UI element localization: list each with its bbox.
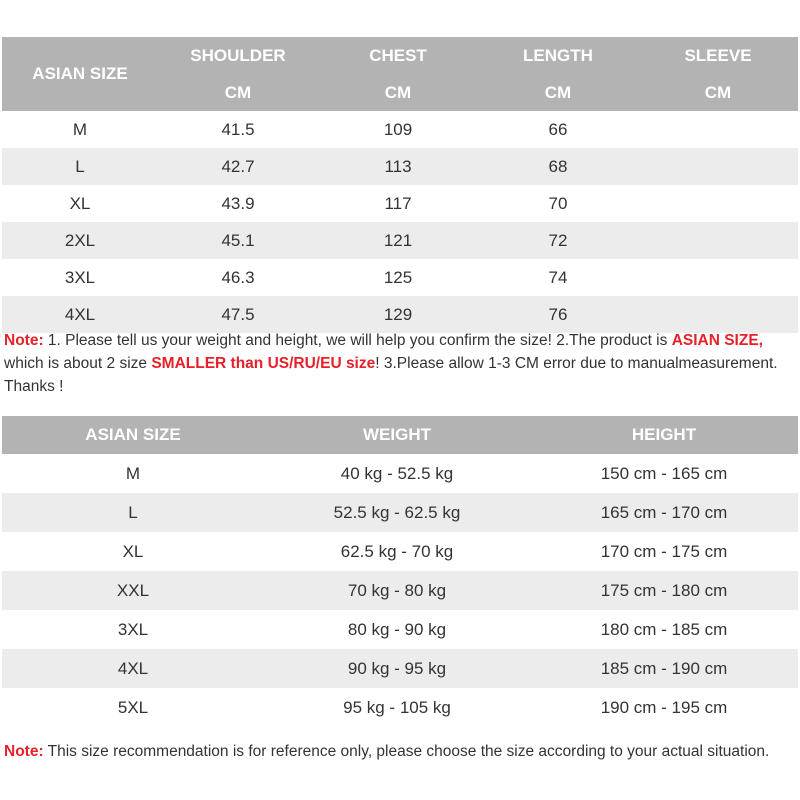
recommendation-note: [4, 740, 796, 763]
cell-size: L: [128, 502, 138, 522]
cell-size: 3XL: [64, 267, 96, 287]
header2-height: HEIGHT: [631, 425, 697, 444]
cell-shoulder: 41.5: [221, 119, 255, 139]
header-chest-unit: CM: [384, 82, 412, 102]
note2-label: Note:: [4, 743, 44, 760]
cell-size: M: [72, 119, 88, 139]
cell-chest: 121: [383, 230, 413, 250]
cell-sleeve: [638, 185, 798, 222]
cell-length: 66: [548, 119, 568, 139]
cell-chest: 117: [384, 193, 412, 213]
table-row: [2, 148, 798, 185]
cell-shoulder: 47.5: [221, 304, 255, 324]
weight-height-table-body: [2, 454, 798, 727]
header-asian-size: [2, 37, 158, 111]
cell-height: 175 cm - 180 cm: [600, 580, 728, 600]
header-chest-label: CHEST: [369, 45, 427, 65]
cell-chest: 129: [383, 304, 413, 324]
table-row: [2, 532, 798, 571]
cell-length: 68: [548, 156, 568, 176]
cell-size: 4XL: [117, 658, 149, 678]
cell-sleeve: [638, 148, 798, 185]
cell-size: XXL: [116, 580, 150, 600]
table-row: [2, 222, 798, 259]
header-length: [478, 37, 638, 111]
measurement-table: [2, 37, 798, 333]
cell-size: 4XL: [64, 304, 96, 324]
note-label: Note:: [4, 332, 44, 349]
cell-shoulder: 46.3: [221, 267, 255, 287]
cell-sleeve: [638, 222, 798, 259]
cell-chest: 109: [383, 119, 413, 139]
table-row: [2, 571, 798, 610]
table-row: [2, 111, 798, 148]
cell-weight: 52.5 kg - 62.5 kg: [333, 502, 461, 522]
header-length-unit: CM: [544, 82, 572, 102]
table-row: [2, 688, 798, 727]
measurement-table-header: [2, 37, 798, 111]
note-text-part1: 1. Please tell us your weight and height, we will help you confirm the size! 2.The product is: [43, 332, 672, 349]
cell-height: 185 cm - 190 cm: [600, 658, 728, 678]
size-note: [4, 329, 796, 398]
cell-length: 70: [548, 193, 568, 213]
cell-shoulder: 42.7: [221, 156, 255, 176]
cell-weight: 80 kg - 90 kg: [347, 619, 447, 639]
table-row: [2, 259, 798, 296]
cell-sleeve: [638, 259, 798, 296]
cell-size: M: [125, 463, 141, 483]
cell-sleeve: [638, 296, 798, 333]
cell-size: L: [75, 156, 85, 176]
cell-weight: 95 kg - 105 kg: [343, 697, 451, 717]
header-sleeve-label: SLEEVE: [684, 45, 752, 65]
header-asian-size-label: ASIAN SIZE: [32, 64, 128, 83]
weight-height-table: [2, 416, 798, 727]
header-chest: [318, 37, 478, 111]
cell-size: XL: [69, 193, 91, 213]
cell-chest: 125: [383, 267, 413, 287]
cell-weight: 90 kg - 95 kg: [347, 658, 447, 678]
cell-size: 2XL: [64, 230, 96, 250]
note-asian-size: ASIAN SIZE,: [671, 332, 763, 349]
header-shoulder: [158, 37, 318, 111]
note-text-part2: which is about 2 size: [4, 355, 152, 372]
cell-weight: 62.5 kg - 70 kg: [340, 541, 454, 561]
header2-weight: WEIGHT: [363, 425, 431, 444]
header-shoulder-label: SHOULDER: [190, 45, 286, 65]
header-sleeve: [638, 37, 798, 111]
table-row: [2, 610, 798, 649]
table-row: [2, 493, 798, 532]
cell-shoulder: 45.1: [221, 230, 255, 250]
cell-sleeve: [638, 111, 798, 148]
cell-shoulder: 43.9: [221, 193, 255, 213]
table-row: [2, 296, 798, 333]
cell-height: 190 cm - 195 cm: [600, 697, 728, 717]
weight-height-table-header: [2, 416, 798, 454]
header-sleeve-unit: CM: [704, 82, 732, 102]
header-shoulder-unit: CM: [224, 82, 252, 102]
cell-height: 170 cm - 175 cm: [600, 541, 728, 561]
table-row: [2, 454, 798, 493]
header-length-label: LENGTH: [523, 45, 593, 65]
cell-length: 74: [548, 267, 568, 287]
note-smaller: SMALLER than US/RU/EU size: [151, 355, 376, 372]
cell-size: 5XL: [117, 697, 149, 717]
table-row: [2, 649, 798, 688]
cell-height: 165 cm - 170 cm: [600, 502, 728, 522]
note-text-part3: ! 3.Please allow 1-3 CM error due to manualmeasurement. Thanks !: [4, 355, 778, 395]
header2-asian-size: ASIAN SIZE: [85, 425, 181, 444]
cell-weight: 70 kg - 80 kg: [347, 580, 447, 600]
note2-text: This size recommendation is for reference only, please choose the size according to your actual situation.: [43, 743, 770, 760]
cell-height: 150 cm - 165 cm: [600, 463, 728, 483]
cell-size: 3XL: [117, 619, 149, 639]
measurement-table-body: [2, 111, 798, 333]
cell-chest: 113: [384, 156, 412, 176]
cell-weight: 40 kg - 52.5 kg: [340, 463, 454, 483]
table-row: [2, 185, 798, 222]
cell-length: 76: [548, 304, 568, 324]
cell-height: 180 cm - 185 cm: [600, 619, 728, 639]
cell-size: XL: [122, 541, 144, 561]
cell-length: 72: [548, 230, 568, 250]
